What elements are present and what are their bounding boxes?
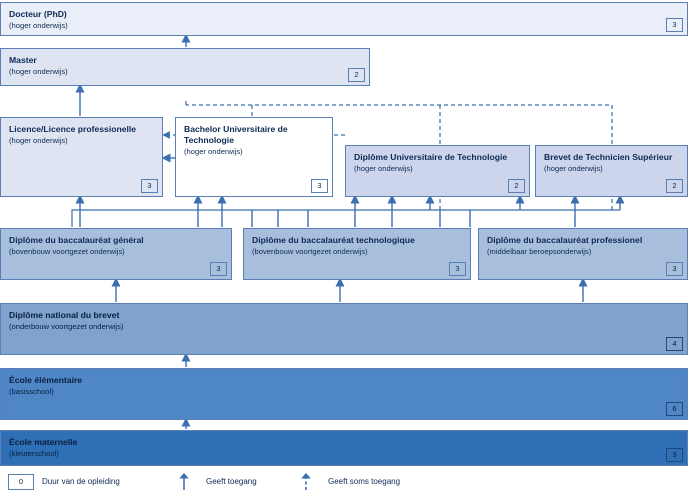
duration-badge: 3 (311, 179, 328, 193)
legend-sometimes-access-label: Geeft soms toegang (328, 477, 401, 486)
box-title: Licence/Licence professionelle (9, 124, 137, 134)
duration-badge: 2 (348, 68, 365, 82)
box-title: Diplôme du baccalauréat général (9, 235, 144, 245)
box-title: Diplôme Universitaire de Technologie (354, 152, 508, 162)
legend-sometimes-access-arrow-icon (298, 470, 318, 494)
legend-duration-box: 0 (8, 474, 34, 490)
box-subtitle: (middelbaar beroepsonderwijs) (487, 247, 592, 256)
legend-access-label: Geeft toegang (206, 477, 257, 486)
duration-badge: 2 (508, 179, 525, 193)
box-ecole-maternelle[interactable] (0, 430, 688, 466)
box-baccalaureat-technologique[interactable] (243, 228, 471, 280)
box-brevet-de-technicien-superieur[interactable] (535, 145, 688, 197)
box-master[interactable] (0, 48, 370, 86)
box-subtitle: (onderbouw voortgezet onderwijs) (9, 322, 124, 331)
box-subtitle: (hoger onderwijs) (9, 136, 68, 145)
box-title: Brevet de Technicien Supérieur (544, 152, 673, 162)
box-licence[interactable] (0, 117, 163, 197)
legend (0, 470, 688, 494)
duration-badge: 3 (449, 262, 466, 276)
box-subtitle: (kleuterschool) (9, 449, 59, 458)
duration-badge: 3 (210, 262, 227, 276)
box-title: Bachelor Universitaire de Technologie (184, 124, 288, 145)
box-title: École élémentaire (9, 375, 83, 385)
box-diplome-universitaire-de-technologie[interactable] (345, 145, 530, 197)
box-diplome-national-du-brevet[interactable] (0, 303, 688, 355)
box-title: Master (9, 55, 37, 65)
box-title: Diplôme du baccalauréat professionel (487, 235, 643, 245)
legend-access-arrow-icon (176, 470, 196, 494)
box-subtitle: (hoger onderwijs) (9, 67, 68, 76)
duration-badge: 3 (666, 448, 683, 462)
box-bachelor-universitaire-de-technologie[interactable] (175, 117, 333, 197)
legend-duration-label: Duur van de opleiding (42, 477, 120, 486)
box-title: École maternelle (9, 437, 78, 447)
box-subtitle: (hoger onderwijs) (354, 164, 413, 173)
duration-badge: 3 (666, 18, 683, 32)
box-title: Diplôme national du brevet (9, 310, 120, 320)
duration-badge: 3 (141, 179, 158, 193)
box-ecole-elementaire[interactable] (0, 368, 688, 420)
duration-badge: 3 (666, 262, 683, 276)
box-subtitle: (hoger onderwijs) (184, 147, 243, 156)
box-title: Diplôme du baccalauréat technologique (252, 235, 415, 245)
box-subtitle: (hoger onderwijs) (9, 21, 68, 30)
box-baccalaureat-professionel[interactable] (478, 228, 688, 280)
box-subtitle: (hoger onderwijs) (544, 164, 603, 173)
box-title: Docteur (PhD) (9, 9, 67, 19)
duration-badge: 2 (666, 179, 683, 193)
box-subtitle: (bovenbouw voortgezet onderwijs) (252, 247, 368, 256)
box-subtitle: (bovenbouw voortgezet onderwijs) (9, 247, 125, 256)
box-subtitle: (basisschool) (9, 387, 54, 396)
box-baccalaureat-general[interactable] (0, 228, 232, 280)
duration-badge: 6 (666, 402, 683, 416)
duration-badge: 4 (666, 337, 683, 351)
box-docteur-phd[interactable] (0, 2, 688, 36)
